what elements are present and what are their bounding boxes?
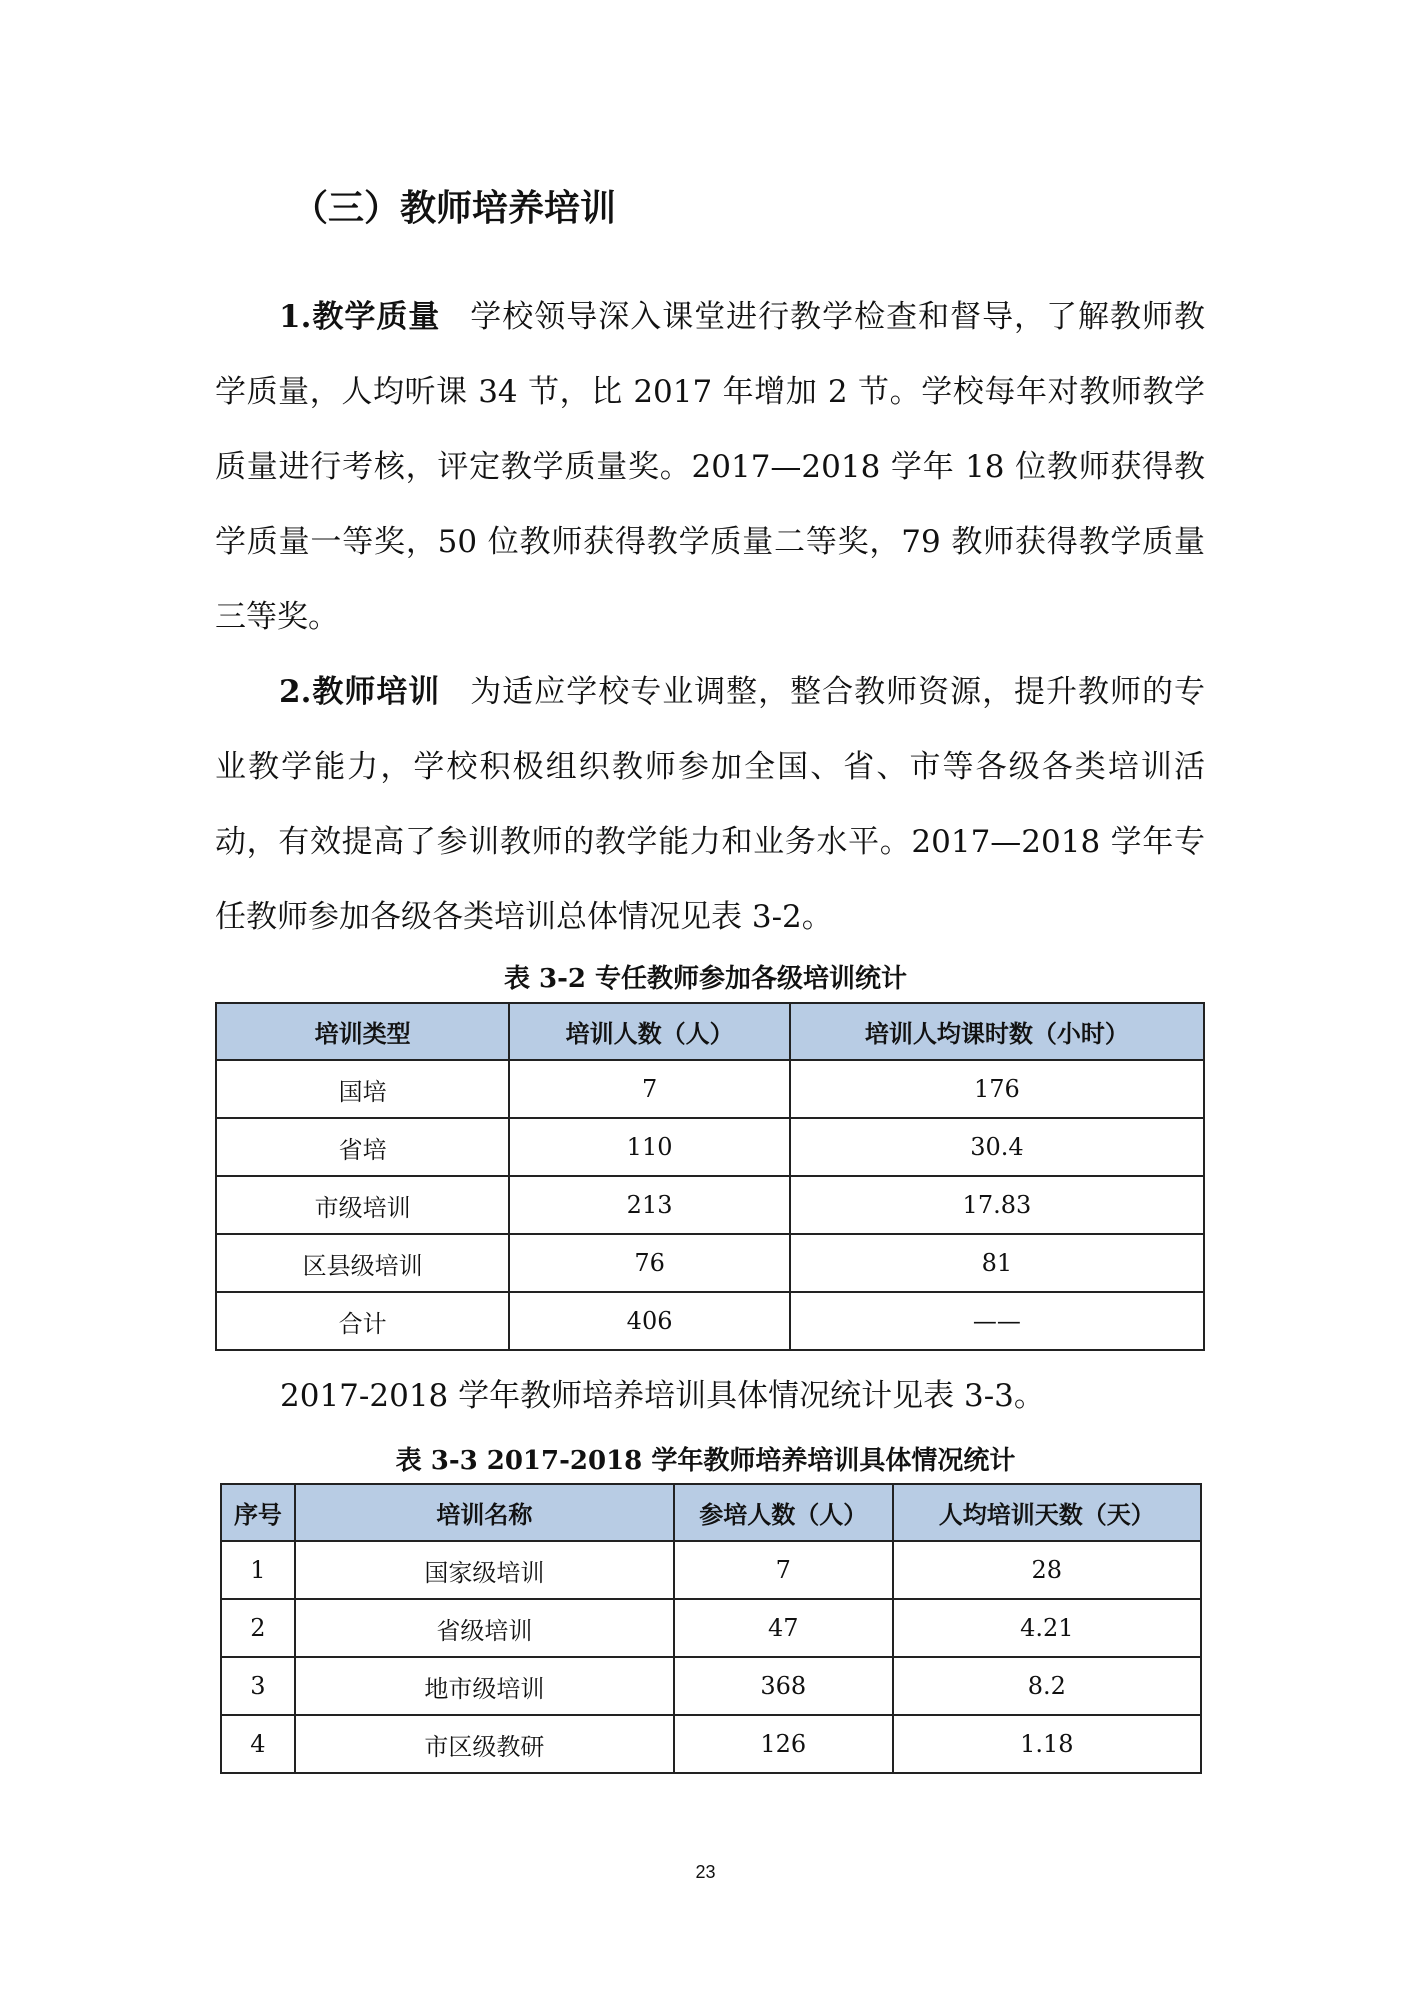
table-cell: 126 [674, 1715, 893, 1773]
table-cell: 213 [509, 1176, 789, 1234]
table-row [221, 1599, 1201, 1657]
table-cell: 7 [509, 1060, 789, 1118]
table-cell: 7 [674, 1541, 893, 1599]
table-row [216, 1234, 1204, 1292]
table-reference-text: 2017-2018 学年教师培养培训具体情况统计见表 3-3。 [280, 1378, 1045, 1414]
table-cell: 30.4 [790, 1118, 1204, 1176]
table-cell: 3 [221, 1657, 295, 1715]
paragraph-teacher-training [215, 655, 1205, 955]
table-3-3 [220, 1483, 1202, 1774]
page-number: 23 [695, 1862, 716, 1882]
table-cell: 17.83 [790, 1176, 1204, 1234]
table-cell: 176 [790, 1060, 1204, 1118]
table-row [221, 1657, 1201, 1715]
table-row [216, 1176, 1204, 1234]
column-header: 参培人数（人） [674, 1484, 893, 1541]
section-heading: （三）教师培养培训 [292, 187, 617, 229]
table-cell: 76 [509, 1234, 789, 1292]
table-row [216, 1292, 1204, 1350]
table-row [216, 1118, 1204, 1176]
column-header: 培训名称 [295, 1484, 674, 1541]
table-row [216, 1060, 1204, 1118]
table-cell: 市区级教研 [295, 1715, 674, 1773]
table-cell: 368 [674, 1657, 893, 1715]
table-cell: —— [790, 1292, 1204, 1350]
table-cell: 地市级培训 [295, 1657, 674, 1715]
table-cell: 406 [509, 1292, 789, 1350]
table-cell: 28 [893, 1541, 1201, 1599]
column-header: 培训类型 [216, 1003, 509, 1060]
column-header: 培训人均课时数（小时） [790, 1003, 1204, 1060]
table-cell: 1.18 [893, 1715, 1201, 1773]
column-header: 序号 [221, 1484, 295, 1541]
table-header-row [216, 1003, 1204, 1060]
paragraph-title: 2.教师培训 [279, 674, 441, 710]
column-header: 培训人数（人） [509, 1003, 789, 1060]
table-row [221, 1541, 1201, 1599]
table-cell: 区县级培训 [216, 1234, 509, 1292]
table-cell: 合计 [216, 1292, 509, 1350]
table-cell: 81 [790, 1234, 1204, 1292]
table-3-3-caption: 表 3-3 2017-2018 学年教师培养培训具体情况统计 [395, 1446, 1016, 1476]
table-3-2-caption: 表 3-2 专任教师参加各级培训统计 [503, 964, 908, 994]
table-cell: 省培 [216, 1118, 509, 1176]
table-header-row [221, 1484, 1201, 1541]
column-header: 人均培训天数（天） [893, 1484, 1201, 1541]
paragraph-title: 1.教学质量 [279, 299, 441, 335]
table-3-2 [215, 1002, 1205, 1351]
table-cell: 1 [221, 1541, 295, 1599]
table-cell: 4.21 [893, 1599, 1201, 1657]
paragraph-body: 为适应学校专业调整，整合教师资源，提升教师的专业教学能力，学校积极组织教师参加全国、省、市等各级各类培训活动，有效提高了参训教师的教学能力和业务水平。2017—2018 学年专任教师参加各级各类培训总体情况见表 3-2。 [215, 674, 1205, 935]
table-cell: 110 [509, 1118, 789, 1176]
table-row [221, 1715, 1201, 1773]
table-cell: 2 [221, 1599, 295, 1657]
table-cell: 省级培训 [295, 1599, 674, 1657]
table-cell: 市级培训 [216, 1176, 509, 1234]
table-cell: 47 [674, 1599, 893, 1657]
table-cell: 国培 [216, 1060, 509, 1118]
paragraph-body: 学校领导深入课堂进行教学检查和督导，了解教师教学质量，人均听课 34 节，比 2017 年增加 2 节。学校每年对教师教学质量进行考核，评定教学质量奖。2017—2018 学年 18 位教师获得教学质量一等奖，50 位教师获得教学质量二等奖，79 教师获得教学质量三等奖。 [215, 299, 1205, 635]
table-cell: 8.2 [893, 1657, 1201, 1715]
paragraph-teaching-quality [215, 280, 1205, 655]
table-cell: 国家级培训 [295, 1541, 674, 1599]
table-cell: 4 [221, 1715, 295, 1773]
